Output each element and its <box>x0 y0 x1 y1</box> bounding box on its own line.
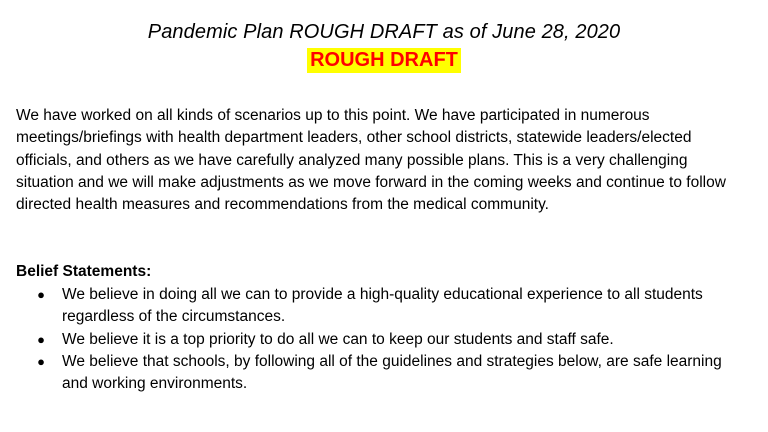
belief-statement-item <box>0 284 740 329</box>
intro-paragraph: We have worked on all kinds of scenarios up to this point. We have participated in numerous meetings/briefings with health department leaders, other school districts, statewide leaders/elected officials, and others as we have carefully analyzed many possible plans. This is a very challenging situation and we will make adjustments as we move forward in the coming weeks and continue to follow directed health measures and recommendations from the medical community. <box>16 107 726 214</box>
document-title: Pandemic Plan ROUGH DRAFT as of June 28, 2020 <box>147 21 621 43</box>
belief-statement-text: We believe it is a top priority to do all we can to keep our students and staff safe. <box>62 330 614 348</box>
belief-statement-text: We believe in doing all we can to provide a high-quality educational experience to all students regardless of the circumstances. <box>62 286 703 326</box>
bullet-icon: ● <box>37 331 45 347</box>
bullet-icon: ● <box>37 353 45 369</box>
belief-statement-item <box>0 351 740 396</box>
bullet-icon: ● <box>37 287 45 302</box>
draft-label-container <box>0 48 768 73</box>
rough-draft-label: ROUGH DRAFT <box>307 48 461 73</box>
belief-statements-heading: Belief Statements: <box>16 263 152 280</box>
belief-statement-item <box>0 329 740 351</box>
belief-statements-list <box>0 284 740 395</box>
belief-statement-text: We believe that schools, by following all of the guidelines and strategies below, are safe learning and working environments. <box>62 352 722 393</box>
